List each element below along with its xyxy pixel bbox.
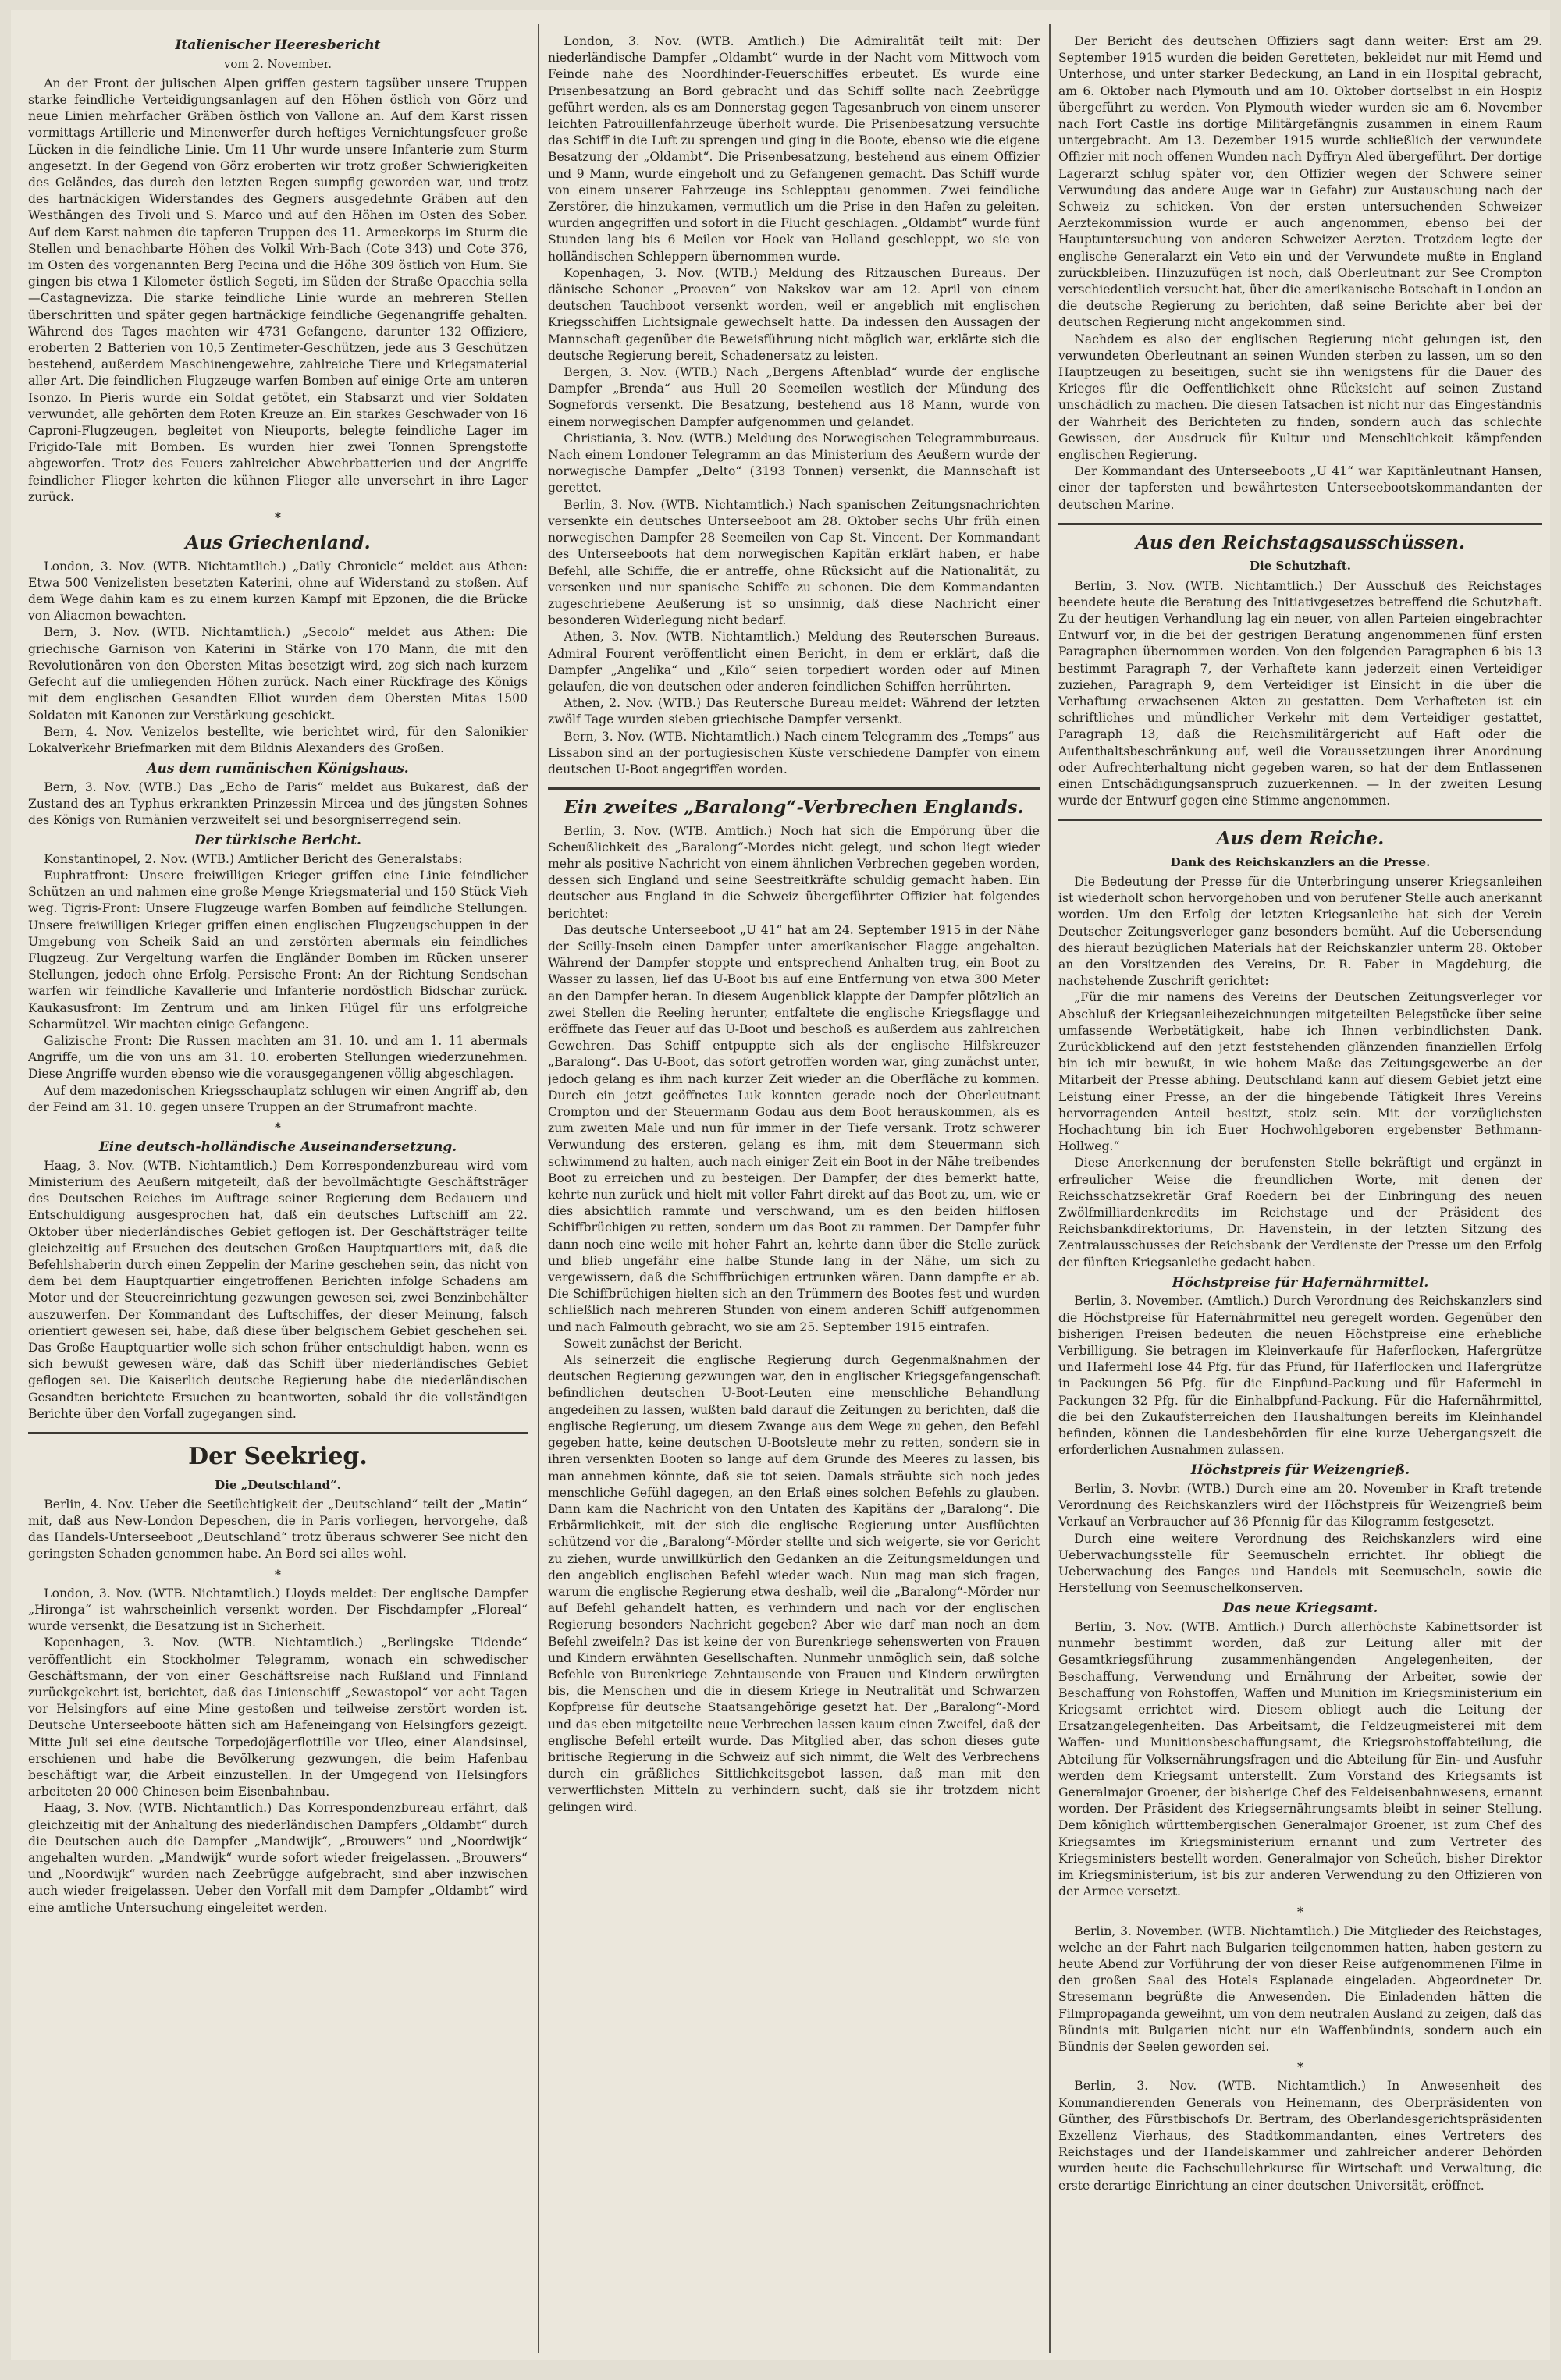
article-paragraph: Athen, 3. Nov. (WTB. Nichtamtlich.) Meldung des Reuterschen Bureaus. Admiral Fourent veröffentlicht einen Bericht, in dem er erklärt, daß die Dampfer „Angelika“ und „Kilo“ seien torpediert worden oder auf Minen gelaufen, die von deutschen oder anderen feindlichen Schiffen herrührten. (548, 630, 1040, 694)
article-heading: Ein zweites „Baralong“-Verbrechen Englands. (564, 797, 1024, 819)
article-paragraph: Berlin, 3. Nov. (WTB. Nichtamtlich.) Nach spanischen Zeitungsnachrichten versenkte ein deutsches Unterseeboot am 28. Oktober sechs Uhr früh einen norwegischen Dampfer 28 Seemeilen von Cap St. Vincent. Der Kommandant des Unterseeboots hat dem norwegischen Kapitän erklärt haben, er habe Befehl, alle Schiffe, die er antreffe, ohne Rücksicht auf die Nationalität, zu versenken und nur spanische Schiffe zu schonen. Die dem Kommandanten zugeschriebene Aeußerung ist so unsinnig, daß diese Nachricht einer besonderen Widerlegung nicht bedarf. (548, 497, 1040, 628)
article-paragraph: Bern, 3. Nov. (WTB. Nichtamtlich.) „Secolo“ meldet aus Athen: Die griechische Garnison von Katerini in Stärke von 170 Mann, die mit den Revolutionären von den Obersten Mitas besetzigt wird, zog sich nach kurzem Gefecht auf die umliegenden Höhen zurück. Nach einer Rückfrage des Königs mit dem englischen Gesandten Elliot wurden dem Obersten Mitas 1500 Soldaten mit Kanonen zur Verstärkung geschickt. (28, 625, 528, 723)
article-heading: Aus Griechenland. (185, 532, 371, 554)
article-paragraph: Bern, 3. Nov. (WTB. Nichtamtlich.) Nach einem Telegramm des „Temps“ aus Lissabon sind an der portugiesischen Küste verschiedene Dampfer von einem deutschen U-Boot angegriffen worden. (548, 729, 1040, 776)
article-subheading: vom 2. November. (223, 56, 332, 71)
article-paragraph: „Für die mir namens des Vereins der Deutschen Zeitungsverleger vor Abschluß der Kriegsanleihezeichnungen mitgeteilten Belegstücke über seine umfassende Werbetätigkeit, habe ich Ihnen verbindlichsten Dank. Zurückblickend auf den jetzt feststehenden glänzenden finanziellen Erfolg bin ich mir bewußt, in wie hohem Maße das Zeitungsgewerbe an der Mitarbeit der Presse abhing. Deutschland kann auf diesem Gebiet jetzt eine Leistung einer Presse, an der die hingebende Tätigkeit Ihres Vereins hervorragenden Anteil besitzt, stolz sein. Mit der vorzüglichsten Hochachtung bin ich Euer Hochwohlgeboren ergebenster Bethmann-Hollweg.“ (1058, 990, 1542, 1154)
article-paragraph: Auf dem mazedonischen Kriegsschauplatz schlugen wir einen Angriff ab, den der Feind am 31. 10. gegen unsere Truppen an der Strumafront machte. (28, 1083, 528, 1114)
article-paragraph: Athen, 2. Nov. (WTB.) Das Reutersche Bureau meldet: Während der letzten zwölf Tage wurden sieben griechische Dampfer versenkt. (548, 696, 1040, 727)
article-paragraph: Konstantinopel, 2. Nov. (WTB.) Amtlicher Bericht des Generalstabs: (44, 851, 463, 866)
article-heading: Eine deutsch-holländische Auseinandersetzung. (98, 1139, 457, 1156)
article-paragraph: Euphratfront: Unsere freiwilligen Krieger griffen eine Linie feindlicher Schützen an und nahmen eine große Menge Kriegsmaterial und 150 Stück Vieh weg. Tigris-Front: Unsere Flugzeuge warfen Bomben auf feindliche Stellungen. Unsere freiwilligen Krieger griffen einen englischen Flugzeugschuppen in der Umgebung von Scheik Said an und zerstörten abermals ein feindliches Flugzeug. Zur Vergeltung warfen die Engländer Bomben im Rücken unserer Stellungen, jedoch ohne Erfolg. Persische Front: An der Richtung Sendschan warfen wir feindliche Kavallerie und Infanterie nordöstlich Bidschar zurück. Kaukasusfront: Im Zentrum und am linken Flügel für uns erfolgreiche Scharmützel. Wir machten einige Gefangene. (28, 869, 528, 1032)
section-divider (1058, 523, 1542, 525)
separator-asterisk: * (274, 1120, 282, 1135)
section-heading: Aus dem Reiche. (1216, 828, 1385, 850)
article-subheading: Die „Deutschland“. (215, 1477, 341, 1492)
article-paragraph: Berlin, 4. Nov. Ueber die Seetüchtigkeit der „Deutschland“ teilt der „Matin“ mit, daß aus New-London Depeschen, die in Paris vorliegen, hervorgehe, daß das Handels-Unterseeboot „Deutschland“ trotz überaus schwerer See nicht den geringsten Schaden genommen habe. An Bord sei alles wohl. (28, 1497, 528, 1561)
article-paragraph: Galizische Front: Die Russen machten am 31. 10. und am 1. 11 abermals Angriffe, um die von uns am 31. 10. eroberten Stellungen wiederzunehmen. Diese Angriffe wurden ebenso wie die vorausgegangenen völlig abgeschlagen. (28, 1034, 528, 1082)
section-divider (548, 787, 1040, 790)
section-divider (28, 1432, 528, 1434)
article-paragraph: London, 3. Nov. (WTB. Nichtamtlich.) Lloyds meldet: Der englische Dampfer „Hironga“ ist wahrscheinlich versenkt worden. Der Fischdampfer „Floreal“ wurde versenkt, die Besatzung ist in Sicherheit. (28, 1586, 528, 1634)
column-rule (538, 24, 539, 2353)
article-paragraph: Berlin, 3. Nov. (WTB. Nichtamtlich.) In Anwesenheit des Kommandierenden Generals von Heinemann, des Oberpräsidenten von Günther, des Fürstbischofs Dr. Bertram, des Oberlandesgerichtspräsidenten Exzellenz Vierhaus, des Stadtkommandanten, eines Vertreters des Reichstages und der Handelskammer und zahlreicher anderer Behörden wurden heute die Fachschullehrkurse für Wirtschaft und Verwaltung, die erste derartige Einrichtung an einer deutschen Universität, eröffnet. (1058, 2079, 1542, 2193)
separator-asterisk: * (1296, 1904, 1304, 1920)
article-paragraph: Bergen, 3. Nov. (WTB.) Nach „Bergens Aftenblad“ wurde der englische Dampfer „Brenda“ aus Hull 20 Seemeilen westlich der Mündung des Sognefords versenkt. Die Besatzung, bestehend aus 18 Mann, wurde von einem norwegischen Dampfer aufgenommen und gelandet. (548, 365, 1040, 429)
article-paragraph: Berlin, 3. November. (WTB. Nichtamtlich.) Die Mitglieder des Reichstages, welche an der Fahrt nach Bulgarien teilgenommen hatten, haben gestern zu heute Abend zur Vorführung der von dieser Reise aufgenommenen Filme in den großen Saal des Hotels Esplanade eingeladen. Abgeordneter Dr. Stresemann begrüßte die Anwesenden. Die Einladenden hätten die Filmpropaganda geweihnt, um von dem neutralen Ausland zu zeigen, daß das Bündnis mit Bulgarien nicht nur ein Waffenbündnis, sondern auch ein Bündnis der Seelen geworden sei. (1058, 1924, 1542, 2055)
article-paragraph: Die Bedeutung der Presse für die Unterbringung unserer Kriegsanleihen ist wiederholt schon hervorgehoben und von berufener Stelle auch anerkannt worden. Um den Erfolg der letzten Kriegsanleihe hat sich der Verein Deutscher Zeitungsverleger ganz besonders bemüht. Auf die Uebersendung des hierauf bezüglichen Materials hat der Reichskanzler unterm 28. Oktober an den Vorsitzenden des Vereins, Dr. R. Faber in Magdeburg, die nachstehende Zuschrift gerichtet: (1058, 875, 1542, 989)
separator-asterisk: * (274, 510, 282, 525)
column-rule (1049, 24, 1051, 2353)
article-paragraph: London, 3. Nov. (WTB. Amtlich.) Die Admiralität teilt mit: Der niederländische Dampfer „Oldambt“ wurde in der Nacht vom Mittwoch vom Feinde nahe des Noordhinder-Feuerschiffes erbeutet. Es wurde eine Prisenbesatzung an Bord gebracht und das Schiff sollte nach Zeebrügge geführt werden, als es am Donnerstag gegen Tagesanbruch von einem unserer leichten Patrouillenfahrzeuge überholt wurde. Die Prisenbesatzung versuchte das Schiff in die Luft zu sprengen und ging in die Boote, ebenso wie die eigene Besatzung der „Oldambt“. Die Prisenbesatzung, bestehend aus einem Offizier und 9 Mann, wurde eingeholt und zu Gefangenen gemacht. Das Schiff wurde von einem unserer Fahrzeuge ins Schlepptau genommen. Zwei feindliche Zerstörer, die hinzukamen, vermutlich um die Prise in den Hafen zu geleiten, wurden angegriffen und sofort in die Flucht geschlagen. „Oldambt“ wurde fünf Stunden lang bis 6 Meilen vor Hoek van Holland geschleppt, wo sie von holländischen Schleppern übernommen wurde. (548, 34, 1040, 264)
section-divider (1058, 819, 1542, 821)
article-heading: Aus den Reichstagsausschüssen. (1136, 531, 1465, 553)
article-paragraph: Bern, 3. Nov. (WTB.) Das „Echo de Paris“ meldet aus Bukarest, daß der Zustand des an Typhus erkrankten Prinzessin Mircea und des jüngsten Sohnes des Königs von Rumänien verzweifelt sei und besorgniserregend sein. (28, 780, 528, 828)
article-heading: Aus dem rumänischen Königshaus. (147, 761, 409, 777)
article-paragraph: Kopenhagen, 3. Nov. (WTB. Nichtamtlich.) „Berlingske Tidende“ veröffentlicht ein Stockholmer Telegramm, wonach ein schwedischer Geschäftsmann, der von einer Geschäftsreise nach Rußland und Finnland zurückgekehrt ist, berichtet, daß das Linienschiff „Sewastopol“ vor acht Tagen vor Helsingfors auf eine Mine gestoßen und teilweise zerstört worden ist. Deutsche Unterseeboote hätten sich am Hafeneingang von Helsingfors gezeigt. Mitte Juli sei eine deutsche Torpedojägerflottille vor Uleo, einer Alandsinsel, erschienen und habe die Bevölkerung gezwungen, die beim Hafenbau beschäftigt war, die Arbeit einzustellen. In der Umgegend von Helsingfors arbeiteten 20 000 Chinesen beim Eisenbahnbau. (28, 1636, 528, 1799)
article-subheading: Dank des Reichskanzlers an die Presse. (1170, 854, 1431, 869)
article-paragraph: Christiania, 3. Nov. (WTB.) Meldung des Norwegischen Telegrammbureaus. Nach einem Londoner Telegramm an das Ministerium des Aeußern wurde der norwegische Dampfer „Delto“ (3193 Tonnen) versenkt, die Mannschaft ist gerettet. (548, 431, 1040, 496)
article-paragraph: Berlin, 3. Novbr. (WTB.) Durch eine am 20. November in Kraft tretende Verordnung des Reichskanzlers wird der Höchstpreis für Weizengrieß beim Verkauf an Verbraucher auf 36 Pfennig für das Kilogramm festgesetzt. (1058, 1482, 1542, 1529)
article-paragraph: Bern, 4. Nov. Venizelos bestellte, wie berichtet wird, für den Salonikier Lokalverkehr Briefmarken mit dem Bildnis Alexanders des Großen. (28, 724, 528, 755)
article-paragraph: Als seinerzeit die englische Regierung durch Gegenmaßnahmen der deutschen Regierung gezwungen war, den in englischer Kriegsgefangenschaft befindlichen deutschen U-Boot-Leuten eine menschliche Behandlung angedeihen zu lassen, wußten bald darauf die Zeitungen zu berichten, daß die englische Regierung, um diesem Zwange aus dem Wege zu gehen, den Befehl gegeben hatte, keine deutschen U-Bootsleute mehr zu retten, sondern sie in ihren versenkten Booten so lange auf dem Grunde des Meeres zu lassen, bis man annehmen könnte, daß sie tot seien. Damals sträubte sich noch jedes menschliche Gefühl dagegen, an den Erlaß eines solchen Befehls zu glauben. Dann kam die Nachricht von den Untaten des Kapitäns der „Baralong“. Die Erbärmlichkeit, mit der sich die englische Regierung unter Ausflüchten schützend vor die „Baralong“-Mörder stellte und sich weigerte, sie vor Gericht zu ziehen, wurde unwillkürlich den Gedanken an die Zeitungsmeldungen und den angeblich englischen Befehl wieder wach. Nun mag man sich fragen, warum die englische Regierung etwa deshalb, weil die „Baralong“-Mörder nur auf Befehl gehandelt hatten, es verhindern und nach vor der englischen Regierung besonders Nachricht gegeben? Aber wie darf man noch an dem Befehl zweifeln? Das ist keine der von Burenkriege sehenswerten von Frauen und Kindern erwähnten Gesellschaften. Nunmehr unmöglich sein, daß solche Befehle von Burenkriege Zehntausende von Frauen und Kindern erwürgten bis, die Menschen und die in diesem Kriege in Neutralität und Schwarzen Kopfpreise für deutsche Staatsangehörige gesetzt hat. Der „Baralong“-Mord und das eben mitgeteilte neue Verbrechen lassen kaum einen Zweifel, daß der englische Befehl erteilt wurde. Das Mitglied aber, das schon dieses gute britische Regierung in die Schweiz auf sich nimmt, die Welt des Verbrechens durch ein gräßliches Sittlichkeitsgebot lassen, daß man mit den verwerflichsten Mitteln zu verhindern sucht, daß sie ihr trotzdem nicht gelingen wird. (548, 1353, 1040, 1814)
separator-asterisk: * (1296, 2059, 1304, 2075)
column-left (28, 34, 528, 2352)
article-paragraph: Kopenhagen, 3. Nov. (WTB.) Meldung des Ritzauschen Bureaus. Der dänische Schoner „Proeven“ von Nakskov war am 12. April von einem deutschen Tauchboot versenkt worden, weil er angeblich mit englischen Kriegsschiffen Lichtsignale gewechselt hatte. Da indessen den Aussagen der Mannschaft gegenüber die Beweisführung nicht möglich war, erklärte sich die deutsche Regierung bereit, Schadenersatz zu leisten. (548, 265, 1040, 363)
article-paragraph: Durch eine weitere Verordnung des Reichskanzlers wird eine Ueberwachungsstelle für Seemuscheln errichtet. Ihr obliegt die Ueberwachung des Fanges und Handels mit Seemuscheln, sowie die Herstellung von Seemuschelkonserven. (1058, 1531, 1542, 1596)
article-paragraph: Haag, 3. Nov. (WTB. Nichtamtlich.) Das Korrespondenzbureau erfährt, daß gleichzeitig mit der Anhaltung des niederländischen Dampfers „Oldambt“ durch die Deutschen auch die Dampfer „Mandwijk“, „Brouwers“ und „Noordwijk“ angehalten wurden. „Mandwijk“ wurde sofort wieder freigelassen. „Brouwers“ und „Noordwijk“ wurden nach Zeebrügge aufgebracht, sind aber inzwischen auch wieder freigelassen. Ueber den Vorfall mit dem Dampfer „Oldambt“ wird eine amtliche Untersuchung eingeleitet werden. (28, 1801, 528, 1915)
article-paragraph: Das deutsche Unterseeboot „U 41“ hat am 24. September 1915 in der Nähe der Scilly-Inseln einen Dampfer unter amerikanischer Flagge angehalten. Während der Dampfer stoppte und entsprechend Anhalten trug, ein Boot zu Wasser zu lassen, lief das U-Boot bis auf eine Entfernung von etwa 300 Meter an den Dampfer heran. In diesem Augenblick klappte der Dampfer plötzlich an zwei Stellen die Reeling herunter, entfaltete die englische Kriegsflagge und eröffnete das Feuer auf das U-Boot und beschoß es außerdem aus zahlreichen Gewehren. Das Schiff entpuppte sich als der englische Hilfskreuzer „Baralong“. Das U-Boot, das sofort getroffen worden war, ging zunächst unter, jedoch gelang es ihm nach kurzer Zeit wieder an die Oberfläche zu kommen. Durch ein jetzt geöffnetes Luk konnten gerade noch der Oberleutnant Crompton und der Steuermann Godau aus dem Boot herauskommen, als es zum zweiten Male und nun für immer in der Tiefe versank. Trotz schwerer Verwundung des ersteren, gelang es ihm, mit dem Steuermann sich schwimmend zu halten, auch nach einiger Zeit ein Boot in der Nähe treibendes Boot zu erreichen und zu besteigen. Der Dampfer, der dies bemerkt hatte, kehrte nun zurück und hielt mit voller Fahrt direkt auf das Boot zu, um, wie er dies absichtlich rammte und verschwand, um es den beiden hilflosen Schiffbrüchigen zu retten, sondern um das Boot zu rammen. Der Dampfer fuhr dann noch eine weile mit hoher Fahrt an, kehrte dann über die Stelle zurück und blieb ungefähr eine halbe Stunde lang in der Nähe, um sich zu vergewissern, daß die Schiffbrüchigen ertrunken wären. Dann dampfte er ab. Die Schiffbrüchigen hielten sich an den Trümmern des Bootes fest und wurden schließlich nach mehreren Stunden von einem anderen Schiff aufgenommen und nach Falmouth gebracht, wo sie am 25. September 1915 eintrafen. (548, 922, 1040, 1334)
article-heading: Das neue Kriegsamt. (1222, 1600, 1378, 1617)
article-subheading: Die Schutzhaft. (1250, 559, 1351, 574)
article-heading: Italienischer Heeresbericht (175, 37, 381, 53)
article-heading: Höchstpreis für Weizengrieß. (1190, 1462, 1410, 1479)
section-heading: Der Seekrieg. (188, 1443, 368, 1471)
separator-asterisk: * (274, 1566, 282, 1582)
column-right (1058, 34, 1542, 2352)
article-paragraph: Soweit zunächst der Bericht. (564, 1336, 743, 1351)
article-heading: Höchstpreise für Hafernährmittel. (1172, 1274, 1429, 1291)
article-paragraph: London, 3. Nov. (WTB. Nichtamtlich.) „Daily Chronicle“ meldet aus Athen: Etwa 500 Venizelisten besetzten Katerini, ohne auf Widerstand zu stoßen. Auf dem Wege dahin kam es zu einem kurzen Kampf mit Epzonen, die die Brücke von Aliacmon bewachten. (28, 559, 528, 623)
article-paragraph: An der Front der julischen Alpen griffen gestern tagsüber unsere Truppen starke feindliche Verteidigungsanlagen auf den Höhen östlich von Görz und neue Linien mehrfacher Gräben östlich von Vallone an. Auf dem Karst rissen vormittags Artillerie und Minenwerfer durch heftiges Vernichtungsfeuer große Lücken in die feindliche Linie. Um 11 Uhr wurde unsere Infanterie zum Sturm angesetzt. In der Gegend von Görz eroberten wir trotz großer Schwierigkeiten des Geländes, das durch den letzten Regen sumpfig geworden war, und trotz des hartnäckigen Widerstandes des Gegners ausgedehnte Gräben auf den Westhängen des Tivoli und S. Marco und auf den Höhen im Osten des Sober. Auf dem Karst nahmen die tapferen Truppen des 11. Armeekorps im Sturm die Stellen und benachbarte Höhen des Volkil Wrh-Bach (Cote 343) und Cote 376, im Osten des vorgenannten Berg Pecina und die Höhe 309 östlich von Hum. Sie gingen bis etwa 1 Kilometer östlich Segeti, im Süden der Straße Opacchia sella—Castagnevizza. Die starke feindliche Linie wurde an mehreren Stellen überschritten und später gegen hartnäckige feindliche Gegenangriffe gehalten. Während des Tages machten wir 4731 Gefangene, darunter 132 Offiziere, eroberten 2 Batterien von 10,5 Zentimeter-Geschützen, jede aus 3 Geschützen bestehend, außerdem Maschinengewehre, zahlreiche Tiere und Kriegsmaterial aller Art. Die feindlichen Flugzeuge warfen Bomben auf einige Orte am unteren Isonzo. In Pieris wurde ein Soldat getötet, ein Stabsarzt und vier Soldaten verwundet, alle gehörten dem Roten Kreuze an. Ein starkes Geschwader von 16 Caproni-Flugzeugen, begleitet von Nieuports, belegte feindliche Lager im Frigido-Tale mit Bomben. Es wurden hier zwei Tonnen Sprengstoffe abgeworfen. Trotz des Feuers zahlreicher Abwehrbatterien und der Angriffe feindlicher Flieger kehrten die kühnen Flieger alle unversehrt in ihre Lager zurück. (28, 76, 528, 504)
article-paragraph: Berlin, 3. Nov. (WTB. Amtlich.) Noch hat sich die Empörung über die Scheußlichkeit des „Baralong“-Mordes nicht gelegt, und schon liegt wieder mehr als positive Nachricht von einem ähnlichen Verbrechen gegeben worden, dessen sich England und seine Seestreitkräfte schuldig gemacht haben. Ein deutscher aus England in die Schweiz übergeführter Offizier hat folgendes berichtet: (548, 823, 1040, 921)
article-paragraph: Der Kommandant des Unterseeboots „U 41“ war Kapitänleutnant Hansen, einer der tapfersten und bewährtesten Unterseebootskommandanten der deutschen Marine. (1058, 464, 1542, 512)
article-paragraph: Berlin, 3. Nov. (WTB. Nichtamtlich.) Der Ausschuß des Reichstages beendete heute die Beratung des Initiativgesetzes betreffend die Schutzhaft. Zu der heutigen Verhandlung lag ein neuer, von allen Parteien eingebrachter Entwurf vor, in die bei der gestrigen Beratung angenommenen fünf ersten Paragraphen übernommen worden. Von den folgenden Paragraphen 6 bis 13 bestimmt Paragraph 7, der Verhaftete kann jederzeit einen Verteidiger zuziehen, Paragraph 9, dem Verteidiger ist Einsicht in die über die Verhaftung erwachsenen Akten zu gestatten. Dem Verhafteten ist ein schriftliches und mündlicher Verkehr mit dem Verteidiger gestattet, Paragraph 13, daß die Reichsmilitärgericht auf Haft oder die Aufenthaltsbeschränkung auf, weil die Voraussetzungen ihrer Anordnung oder Aufrechterhaltung nicht gegeben waren, so hat der dem Entlassenen einen Entschädigungsanspruch zuzuerkennen. — In der zweiten Lesung wurde der Entwurf gegen eine Stimme angenommen. (1058, 578, 1542, 808)
article-paragraph: Berlin, 3. November. (Amtlich.) Durch Verordnung des Reichskanzlers sind die Höchstpreise für Hafernährmittel neu geregelt worden. Gegenüber den bisherigen Preisen bedeuten die neuen Höchstpreise eine erhebliche Verbilligung. Sie betragen im Kleinverkaufe für Haferflocken, Hafergrütze und Hafermehl lose 44 Pfg. für das Pfund, für Haferflocken und Hafergrütze in Packungen 56 Pfg. für die Einpfund-Packung und für Hafermehl in Packungen 32 Pfg. für die Einhalbpfund-Packung. Für die Hafernährmittel, die bei den Zukaufsterreichen den Haushaltungen bereits im Kleinhandel befinden, können die Landesbehörden für eine kurze Uebergangszeit die erforderlichen Ausnahmen zulassen. (1058, 1294, 1542, 1458)
article-paragraph: Der Bericht des deutschen Offiziers sagt dann weiter: Erst am 29. September 1915 wurden die beiden Geretteten, bekleidet nur mit Hemd und Unterhose, und unter starker Bedeckung, an Land in ein Hospital gebracht, am 6. Oktober nach Plymouth und am 10. Oktober dortselbst in ein Hospiz übergeführt zu werden. Von Plymouth wieder wurden sie am 6. November nach Fort Castle ins dortige Militärgefängnis zusammen in einem Raum untergebracht. Am 13. Dezember 1915 wurde schließlich der verwundete Offizier mit noch offenen Wunden nach Dyffryn Aled übergeführt. Der dortige Lagerarzt schlug später vor, den Offizier wegen der Schwere seiner Verwundung das andere Auge war in Gefahr) zur Austauschung nach der Schweiz zu schicken. Von der ersten untersuchenden Schweizer Aerztekommission wurde er auch angenommen, ebenso bei der Hauptuntersuchung von anderen Schweizer Aerzten. Trotzdem legte der englische Generalarzt ein Veto ein und der Verwundete mußte in England zurückbleiben. Hinzuzufügen ist noch, daß Oberleutnant zur See Crompton verschiedentlich versucht hat, über die amerikanische Botschaft in London an die deutsche Regierung zu berichten, daß seine Berichte aber bei der deutschen Regierung nicht angekommen sind. (1058, 34, 1542, 330)
article-paragraph: Nachdem es also der englischen Regierung nicht gelungen ist, den verwundeten Oberleutnant an seinen Wunden sterben zu lassen, um so den Hauptzeugen zu beseitigen, sucht sie ihn wenigstens für die Dauer des Krieges für die Oeffentlichkeit ohne Rücksicht auf seinen Zustand unschädlich zu machen. Die diesen Tatsachen ist nicht nur das Eingeständnis der Wahrheit des Berichteten zu finden, sondern auch das schlechte Gewissen, der Ausdruck für Kultur und Menschlichkeit kämpfenden englischen Regierung. (1058, 332, 1542, 463)
article-paragraph: Berlin, 3. Nov. (WTB. Amtlich.) Durch allerhöchste Kabinettsorder ist nunmehr bestimmt worden, daß zur Leitung aller mit der Gesamtkriegsführung zusammenhängenden Angelegenheiten, der Beschaffung, Verwendung und Ernährung der Arbeiter, sowie der Beschaffung von Rohstoffen, Waffen und Munition im Kriegsministerium ein Kriegsamt errichtet wird. Diesem obliegt auch die Leitung der Ersatzangelegenheiten. Das Arbeitsamt, die Feldzeugmeisterei mit dem Waffen- und Munitionsbeschaffungsamt, die Kriegsrohstoffabteilung, die Abteilung für Volksernährungsfragen und die Abteilung für Ein- und Ausfuhr werden dem Kriegsamt unterstellt. Zum Vorstand des Kriegsamts ist Generalmajor Groener, der bisherige Chef des Feldeisenbahnwesens, ernannt worden. Der Präsident des Kriegsernährungsamts bleibt in seiner Stellung. Dem königlich württembergischen Generalmajor Groener, ist zum Chef des Kriegsamtes im Kriegsministerium ernannt und zum Vertreter des Kriegsministers bestellt worden. Generalmajor von Scheüch, bisher Direktor im Kriegsministerium, ist bis zur anderen Verwendung zu den Offizieren von der Armee versetzt. (1058, 1619, 1542, 1899)
article-heading: Der türkische Bericht. (194, 833, 361, 849)
article-paragraph: Diese Anerkennung der berufensten Stelle bekräftigt und ergänzt in erfreulicher Weise die freundlichen Worte, mit denen der Reichsschatzsekretär Graf Roedern bei der Einbringung des neuen Zwölfmilliardenkredits im Reichstage und der Präsident des Reichsbankdirektoriums, Dr. Havenstein, in der letzten Sitzung des Zentralausschusses der Reichsbank der Verdienste der Presse um den Erfolg der fünften Kriegsanleihe gedacht haben. (1058, 1156, 1542, 1270)
article-paragraph: Haag, 3. Nov. (WTB. Nichtamtlich.) Dem Korrespondenzbureau wird vom Ministerium des Aeußern mitgeteilt, daß der bevollmächtigte Geschäftsträger des Deutschen Reiches im Auftrage seiner Regierung dem Bedauern und Entschuldigung ausgesprochen hat, daß ein deutsches Luftschiff am 22. Oktober über niederländisches Gebiet geflogen ist. Der Geschäftsträger teilte gleichzeitig auf Ersuchen des deutschen Großen Hauptquartiers mit, daß die Befehlshaberin durch einen Zeppelin der Marine geschehen sein, das nicht von dem bei dem Hauptquartier eingetroffenen Berichten infolge Schadens am Motor und der Steuereinrichtung gezwungen gewesen sei, zwei Benzinbehälter auszuwerfen. Der Kommandant des Luftschiffes, der dieser Meinung, falsch orientiert gewesen sei, habe, daß diese über belgischem Gebiet geschehen sei. Das Große Hauptquartier wolle sich schon früher entschuldigt haben, wenn es sich bewußt gewesen wäre, daß das Schiff über niederländisches Gebiet geflogen sei. Die Kaiserlich deutsche Regierung habe die niederländischen Gesandten berichtete Ersuchen zu beantworten, sobald ihr die vollständigen Berichte über den Vorfall zugegangen sind. (28, 1158, 528, 1421)
column-middle (548, 34, 1040, 2352)
newspaper-page (11, 10, 1550, 2360)
